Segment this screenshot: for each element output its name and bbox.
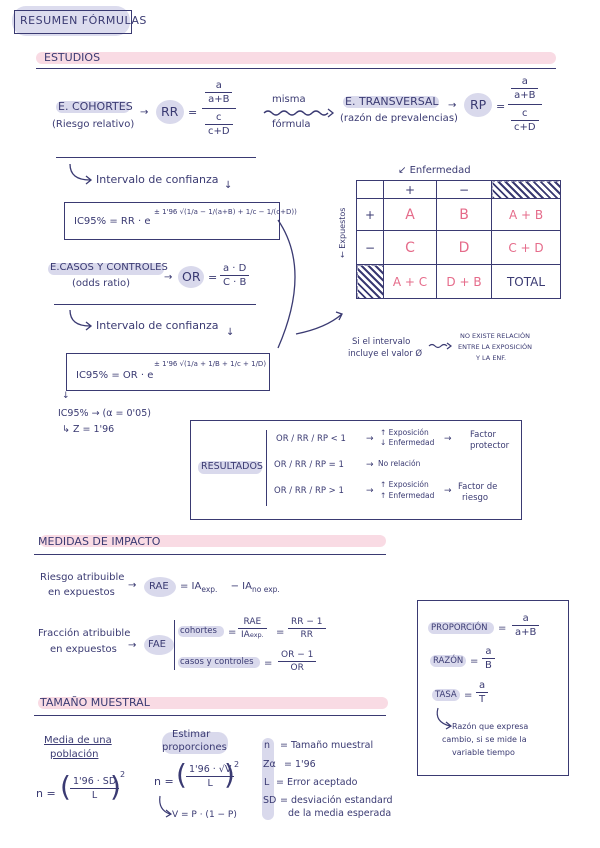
transversal-subtitle: (razón de prevalencias)	[340, 113, 458, 124]
prop-fraction: $\frac{1'96 \cdot √V}{L}$	[186, 764, 234, 789]
proporcion-label: PROPORCIÓN	[431, 623, 488, 633]
row-header-plus: +	[357, 199, 384, 231]
cell-d: D	[437, 231, 492, 265]
r3-result-1: Factor de	[458, 482, 498, 492]
ic1-exponent: ± 1'96 √(1/a − 1/(a+B) + 1/c − 1/(c+D))	[154, 208, 297, 216]
rp-equals: =	[496, 100, 506, 113]
ic2-note-z: ↳ Z = 1'96	[62, 424, 115, 435]
ic1-label: Intervalo de confianza	[96, 173, 219, 186]
rae-formula: = $IA_{exp.} - IA_{no exp.}$	[180, 581, 280, 594]
rae-label-2: en expuestos	[48, 587, 115, 598]
down-arrow-icon: ↓	[224, 180, 233, 191]
r3-arrow: →	[366, 486, 374, 496]
down-arrow-icon: ↓	[62, 391, 70, 401]
section-underline	[34, 554, 386, 555]
prop-formula-pre: n =	[154, 775, 174, 788]
tasa-label: TASA	[435, 690, 457, 700]
prop-paren-close: )	[224, 758, 235, 791]
media-formula: (	[60, 770, 71, 803]
col-header-minus: −	[437, 181, 492, 199]
row-header-minus: −	[357, 231, 384, 265]
casos-subtitle: (odds ratio)	[72, 278, 131, 289]
r2-lhs: OR / RR / RP = 1	[274, 460, 344, 470]
def-sd-key: SD	[263, 795, 277, 806]
intervalo-note-right-2: ENTRE LA EXPOSICIÓN	[458, 343, 532, 351]
arrow-icon: →	[448, 100, 457, 111]
arrow-icon: →	[140, 107, 149, 118]
rae-abbr: RAE	[149, 581, 169, 592]
r2-arrow: →	[366, 460, 374, 470]
bracket-curve-icon	[276, 218, 346, 358]
fae-casos-label: casos y controles	[180, 657, 254, 667]
r1-lhs: OR / RR / RP < 1	[276, 434, 346, 444]
def-l-value: = Error aceptado	[276, 777, 358, 788]
misma-formula-text-2: fórmula	[272, 119, 311, 130]
prop-title-2: proporciones	[162, 742, 227, 753]
section-title-estudios: ESTUDIOS	[44, 51, 101, 64]
fae-eq-2: =	[276, 627, 285, 638]
intervalo-note-left-1: Si el intervalo	[352, 337, 411, 347]
rp-label: RP	[470, 97, 487, 112]
media-title-2: población	[50, 749, 99, 760]
r3-result-2: riesgo	[462, 493, 489, 503]
prop-v-def: V = P · (1 − P)	[172, 810, 237, 820]
fae-cohortes-label: cohortes	[180, 626, 217, 636]
cell-c-plus-d: C + D	[492, 231, 561, 265]
r1-enfermedad: ↓ Enfermedad	[380, 438, 435, 447]
or-equals: =	[208, 271, 218, 284]
ic2-formula: IC95% = OR · e	[76, 370, 154, 381]
arrow-icon: ←	[338, 248, 347, 258]
tasa-note-1: Razón que expresa	[452, 722, 529, 731]
section-underline	[36, 68, 556, 69]
intervalo-note-right-1: NO EXISTE RELACIÓN	[460, 332, 530, 340]
curved-arrow-icon	[66, 308, 96, 334]
r3-exposicion: ↑ Exposición	[380, 480, 429, 489]
misma-formula-text-1: misma	[272, 94, 306, 105]
contingency-table	[356, 180, 561, 299]
squiggle-arrow-icon	[262, 108, 336, 118]
tasa-note-3: variable tiempo	[452, 748, 515, 757]
prop-paren-open: (	[176, 758, 187, 791]
rr-label: RR	[161, 104, 179, 119]
fae-cohortes-eq: =	[228, 627, 237, 638]
rr-equals: =	[188, 106, 198, 119]
fae-rae-fraction: $\frac{\text{RAE}}{IAexp.}$	[238, 617, 267, 640]
cohortes-subtitle: (Riesgo relativo)	[52, 119, 135, 130]
fae-label-2: en expuestos	[50, 644, 117, 655]
media-fraction: $\frac{1'96 \cdot SD}{L}$	[70, 776, 119, 801]
section-title-tamano: TAMAÑO MUESTRAL	[40, 696, 150, 709]
hatched-cell	[492, 181, 561, 199]
divider	[56, 157, 256, 158]
curved-arrow-icon	[66, 162, 96, 188]
cohortes-title: E. COHORTES	[58, 100, 133, 113]
fae-or-fraction: $\frac{OR - 1}{OR}$	[278, 650, 316, 673]
intervalo-note-right-3: Y LA ENF.	[476, 354, 507, 362]
media-paren-close: )	[110, 770, 121, 803]
resultados-brace	[266, 430, 267, 506]
table-top-label: ↙ Enfermedad	[398, 165, 471, 176]
prop-title-1: Estimar	[172, 729, 211, 740]
arrow-icon: →	[128, 640, 137, 651]
rr-formula: $\frac{\frac{a}{a+B}}{\frac{c}{c+D}}$	[202, 80, 236, 137]
ic2-label: Intervalo de confianza	[96, 319, 219, 332]
def-z-value: = 1'96	[284, 759, 316, 770]
fae-casos-eq: =	[264, 658, 273, 669]
cell-a-plus-b: A + B	[492, 199, 561, 231]
def-n-value: = Tamaño muestral	[280, 740, 374, 751]
cell-total: TOTAL	[492, 265, 561, 299]
razon-label: RAZÓN	[433, 656, 464, 666]
divider	[54, 304, 256, 305]
hatched-cell	[357, 265, 384, 299]
fae-abbr: FAE	[148, 639, 166, 650]
table-side-label: ← Expuestos	[338, 207, 347, 258]
transversal-title: E. TRANSVERSAL	[345, 95, 439, 108]
media-power: 2	[120, 770, 126, 779]
section-title-impacto: MEDIDAS DE IMPACTO	[38, 535, 161, 548]
ic2-note-alpha: IC95% → (α = 0'05)	[58, 408, 151, 419]
or-formula: $\frac{a \cdot D}{C \cdot B}$	[220, 263, 249, 288]
r1-exposicion: ↑ Exposición	[380, 428, 429, 437]
prop-power: 2	[234, 760, 240, 769]
fae-label-1: Fracción atribuible	[38, 628, 131, 639]
ic1-formula: IC95% = RR · e	[74, 216, 151, 227]
def-z-key: Zα	[263, 759, 276, 770]
arrow-icon: →	[164, 272, 173, 283]
r1-arrow-2: →	[444, 434, 452, 444]
razon-fraction: $\frac{a}{B}$	[482, 646, 495, 671]
casos-title: E.CASOS Y CONTROLES	[50, 262, 168, 273]
proporcion-eq: =	[498, 623, 507, 634]
fae-rr-fraction: $\frac{RR - 1}{RR}$	[288, 617, 326, 640]
cell-d-plus-b: D + B	[437, 265, 492, 299]
or-label: OR	[182, 269, 201, 284]
resultados-label: RESULTADOS	[201, 461, 263, 472]
tasa-fraction: $\frac{a}{T}$	[476, 680, 488, 705]
cell-a: A	[384, 199, 437, 231]
down-arrow-icon: ↓	[226, 327, 235, 338]
arrow-icon: →	[128, 580, 137, 591]
r3-arrow-2: →	[444, 486, 452, 496]
def-l-key: L	[264, 777, 270, 788]
col-header-plus: +	[384, 181, 437, 199]
proporcion-fraction: $\frac{a}{a+B}$	[512, 613, 539, 638]
r3-enfermedad: ↑ Enfermedad	[380, 491, 435, 500]
section-underline	[34, 715, 386, 716]
cell-a-plus-c: A + C	[384, 265, 437, 299]
arrow-icon: ↙	[398, 165, 410, 176]
intervalo-note-left-2: incluye el valor Ø	[348, 349, 423, 359]
squiggle-arrow-icon	[428, 342, 454, 350]
page-title: RESUMEN FÓRMULAS	[20, 14, 147, 27]
ic2-exponent: ± 1'96 √(1/a + 1/B + 1/c + 1/D)	[154, 360, 267, 368]
rae-label-1: Riesgo atribuible	[40, 572, 125, 583]
def-n-key: n	[264, 740, 271, 751]
def-sd-value-1: = desviación estandard	[280, 795, 393, 806]
media-title-1: Media de una	[44, 735, 112, 746]
cell-c: C	[384, 231, 437, 265]
tasa-eq: =	[464, 690, 473, 701]
def-sd-value-2: de la media esperada	[288, 808, 392, 819]
r1-arrow: →	[366, 434, 374, 444]
r2-result: No relación	[378, 459, 421, 468]
r1-result-1: Factor	[470, 430, 497, 440]
r1-result-2: protector	[470, 441, 510, 451]
tasa-note-2: cambio, si se mide la	[442, 735, 527, 744]
rp-formula: $\frac{\frac{a}{a+B}}{\frac{c}{c+D}}$	[508, 76, 542, 133]
r3-lhs: OR / RR / RP > 1	[274, 486, 344, 496]
razon-eq: =	[470, 656, 479, 667]
fae-brace	[174, 620, 175, 670]
cell-b: B	[437, 199, 492, 231]
media-formula-pre: n =	[36, 787, 56, 800]
section-highlight	[36, 52, 556, 64]
